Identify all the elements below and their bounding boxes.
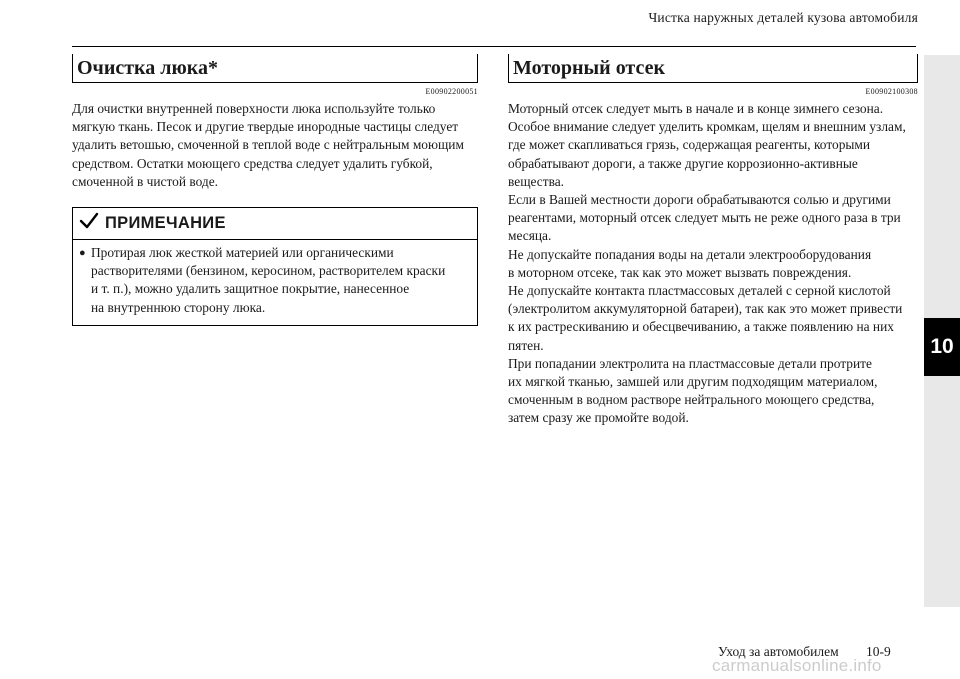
check-icon [79, 212, 99, 235]
footer-section-title: Уход за автомобилем [718, 644, 839, 659]
paragraph: При попадании электролита на пластмассовые детали протрите их мягкой тканью, замшей или другим подходящим материалом, смоченным в водном растворе нейтрального моющего средства, затем сразу же промойте водой. [508, 355, 878, 426]
section-title: Очистка люка* [77, 56, 219, 79]
section-title: Моторный отсек [513, 56, 666, 79]
running-header: Чистка наружных деталей кузова автомобиля [648, 10, 918, 25]
section-code: E00902100308 [865, 87, 918, 96]
chapter-number: 10 [930, 335, 954, 358]
paragraph: Не допускайте контакта пластмассовых деталей с серной кислотой (электролитом аккумуляторной батареи), так как это может привести к их растрескиванию и обесцвечиванию, а также появлению на них пятен. [508, 283, 903, 353]
chapter-tab [924, 318, 960, 376]
section-body: Для очистки внутренней поверхности люка используйте только мягкую ткань. Песок и другие твердые инородные частицы следует удалить ветошью, смоченной в теплой воде с нейтральным моющим средством. Остатки моющего средства следует удалить губкой, смоченной в чистой воде. [72, 101, 464, 189]
paragraph: Моторный отсек следует мыть в начале и в конце зимнего сезона. Особое внимание следует уделить кромкам, щелям и внешним узлам, где может скапливаться грязь, содержащая реагенты, которыми обрабатывают дороги, а также другие коррозионно-активные вещества. [508, 101, 906, 189]
note-header [73, 208, 477, 240]
header-rule [72, 46, 916, 47]
section-code: E00902200051 [425, 87, 478, 96]
note-item [73, 240, 477, 317]
section-title-box [508, 54, 918, 83]
paragraph: Если в Вашей местности дороги обрабатываются солью и другими реагентами, моторный отсек следует мыть не реже одного раза в три месяца. [508, 192, 901, 244]
paragraph: Не допускайте попадания воды на детали электрооборудования в моторном отсеке, так как это может вызвать повреждения. [508, 246, 872, 280]
watermark: carmanualsonline.info [712, 656, 882, 675]
left-column [72, 54, 478, 326]
note-heading: ПРИМЕЧАНИЕ [105, 214, 226, 233]
section-title-box [72, 54, 478, 83]
right-column [508, 54, 918, 428]
note-text: Протирая люк жесткой материей или органическими растворителями (бензином, керосином, растворителем краски и т. п.), можно удалить защитное покрытие, нанесенное на внутреннюю сторону люка. [91, 245, 446, 315]
bullet-icon: ● [79, 247, 86, 260]
note-box [72, 207, 478, 326]
page-number: 10-9 [866, 644, 891, 659]
